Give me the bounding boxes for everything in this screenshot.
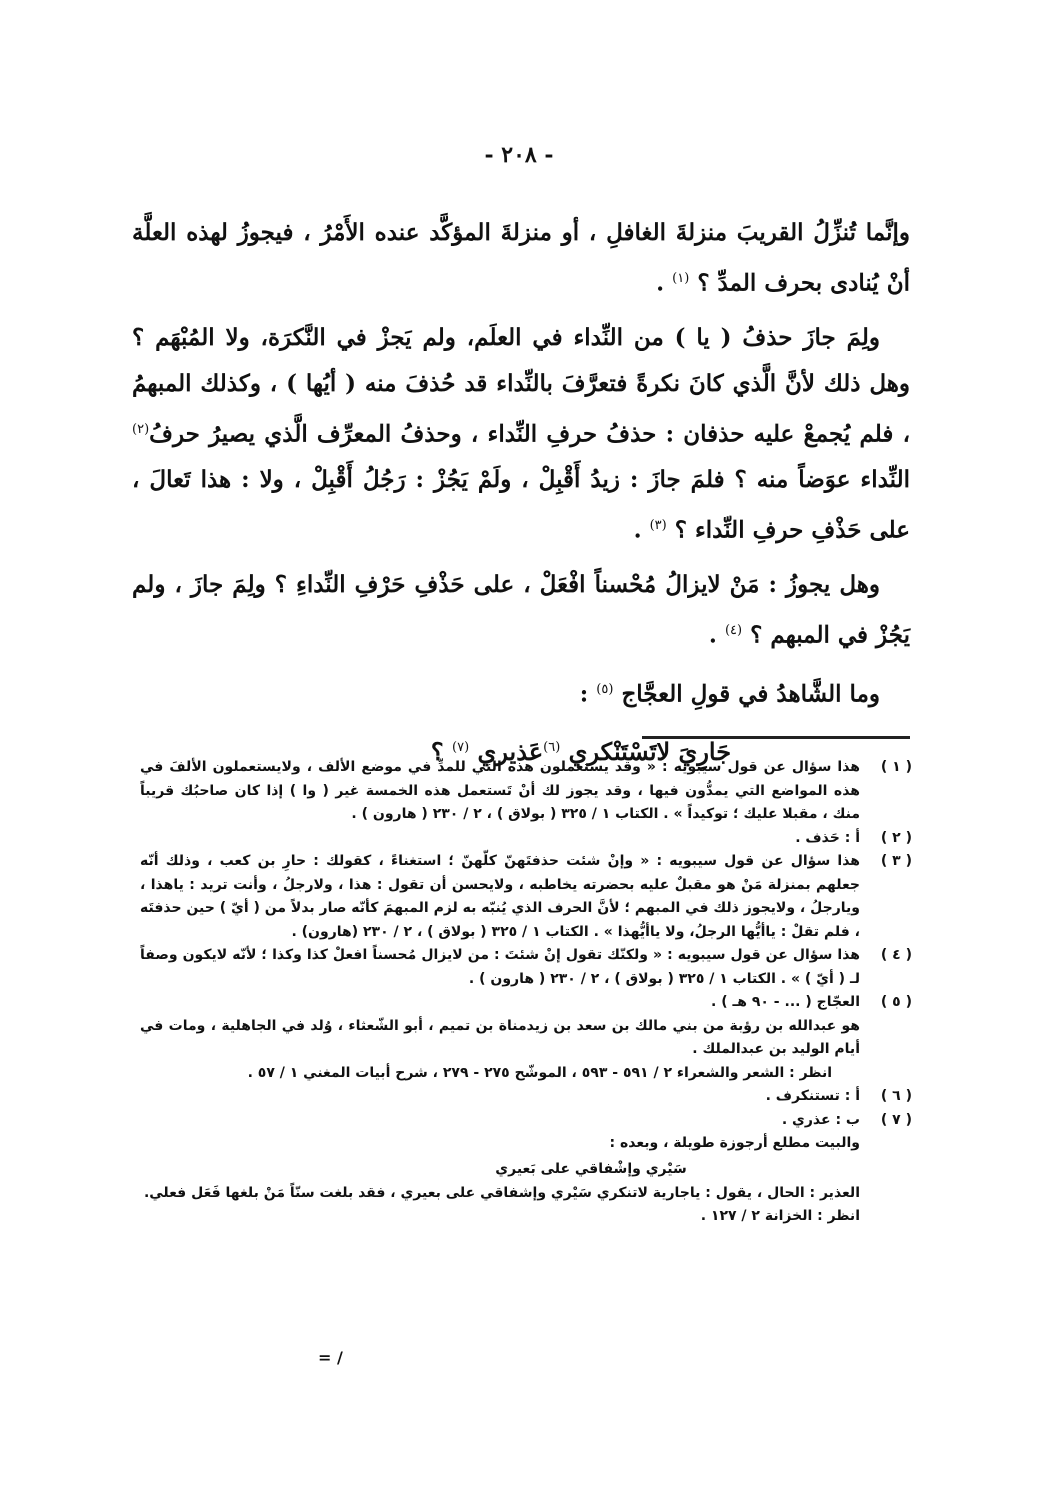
footnote-number: ( ٤ ) <box>880 947 912 963</box>
footnote-ref-4[interactable]: (٤) <box>724 622 743 638</box>
footnote-text: العجّاج ( ... - ٩٠ هـ ) . <box>711 994 860 1010</box>
footnote-text: هذا سؤال عن قول سيبويه : « ولكنّك تقول إنْ شئتَ : من لايزال مُحسناً افعلْ كذا وكذا ؛ لأنّه لايكون وصفاً لـ ( أيّ ) » . الكتاب ١ / ٣٢٥ ( بولاق ) ، ٢ / ٢٣٠ ( هارون ) . <box>140 947 860 987</box>
footnote-text: أ : تستنكرف . <box>765 1088 860 1104</box>
page-number: - ٢٠٨ - <box>484 142 554 168</box>
footnote-number: ( ٧ ) <box>880 1111 912 1128</box>
footnote-7 <box>140 1109 912 1133</box>
verse-part-1: جَارِيَ لاتَسْتَنْكري <box>568 737 732 767</box>
main-text <box>132 210 910 775</box>
paragraph-2 <box>132 315 910 554</box>
paragraph-2-text-cont: النِّداء عوَضاً منه ؟ فلمَ جازَ : زيدُ أَقْبِلْ ، ولَمْ يَجُزْ : رَجُلُ أَقْبِلْ ، ولا : هذا تَعالَ ، على حَذْفِ حرفِ النِّداء ؟ <box>132 466 910 544</box>
paragraph-4-text: وما الشَّاهدُ في قولِ العجَّاج <box>621 680 880 708</box>
paragraph-2-tail: . <box>633 516 642 544</box>
footnote-6 <box>140 1085 912 1109</box>
footnote-number: ( ٣ ) <box>880 853 912 869</box>
footnote-ref-2[interactable]: (٢) <box>132 421 150 437</box>
footnote-2 <box>140 827 912 851</box>
footnote-ref-1[interactable]: (١) <box>672 271 690 286</box>
footnote-5-bio: هو عبدالله بن رؤبة من بني مالك بن سعد بن زيدمناة بن تميم ، أبو الشّعثاء ، وُلد في الجاهلية ، ومات في أيام الوليد بن عبدالملك . <box>140 1017 860 1057</box>
footnote-number: ( ٢ ) <box>880 829 912 846</box>
paragraph-3-text: وهل يجوزُ : مَنْ لايزالُ مُحْسناً افْعَلْ ، على حَذْفِ حَرْفِ النِّداءِ ؟ ولِمَ جازَ ، ولم يَجُزْ في المبهم ؟ <box>132 570 910 649</box>
footnote-7-verse: سَيْري وإشْفاقي على بَعيري <box>495 1160 687 1177</box>
footnote-3 <box>140 850 912 944</box>
footnote-7-intro: والبيت مطلع أرجوزة طويلة ، وبعده : <box>609 1135 860 1151</box>
footnote-4 <box>140 944 912 991</box>
paragraph-1 <box>132 210 910 307</box>
footnote-ref-5[interactable]: (٥) <box>596 681 614 697</box>
footnote-7-explain: العذير : الحال ، يقول : ياجارية لاتنكري سَيْري وإشفاقي على بعيري ، فقد بلغت سنّاً مَنْ بلغها فَعَل فعلي. <box>143 1184 860 1201</box>
footnote-number: ( ٦ ) <box>880 1088 912 1104</box>
paragraph-4-tail: : <box>579 680 589 708</box>
paragraph-1-tail: . <box>656 269 665 297</box>
footnote-number: ( ١ ) <box>880 759 912 775</box>
footnote-7-refs: انظر : الخزانة ٢ / ١٢٧ . <box>700 1208 860 1224</box>
verse-tail: ؟ <box>430 737 444 767</box>
paragraph-3-tail: . <box>708 621 717 649</box>
paragraph-3 <box>132 562 910 659</box>
footnote-text: هذا سؤال عن قول سيبويه : « وإنْ شئت حذفتَهنّ كلّهنّ ؛ استغناءً ، كقولك : حارِ بن كعب ، وذلك أنّه جعلهم بمنزلة مَنْ هو مقبلٌ عليه بحضرته يخاطبه ، ولايحسن أن تقول : هذا ، ولارجلُ ، وأنت تريد : ياهذا ، ويارجلُ ، ولايجوز ذلك في المبهم ؛ لأنَّ الحرف الذي يُنبّه به لزم المبهمَ كأنّه صار بدلاً من ( أيّ ) حين حذفتَه ، فلم تقلْ : ياأيُّها الرجلُ، ولا ياأيُّهذا » . الكتاب ١ / ٣٢٥ ( بولاق ) ، ٢ / ٢٣٠ (هارون) . <box>140 853 860 940</box>
footnote-5 <box>140 991 912 1015</box>
footnote-ref-3[interactable]: (٣) <box>649 518 667 534</box>
footnote-ref-7[interactable]: (٧) <box>452 740 470 756</box>
verse-part-2: عَذيري <box>477 737 544 767</box>
footnotes-section <box>140 756 912 1229</box>
footnote-text: ب : عذري . <box>781 1111 860 1128</box>
footnote-number: ( ٥ ) <box>880 994 912 1010</box>
footnote-text: أ : حَذف . <box>795 829 860 846</box>
paragraph-2-text: ولِمَ جازَ حذفُ ( يا ) من النِّداء في العلَم، ولم يَجزْ في النَّكرَة، ولا المُبْهَم ؟ وهل ذلك لأنَّ الَّذي كانَ نكرةً فتعرَّفَ بالنِّداء قد حُذفَ منه ( أيُها ) ، وكذلك المبهمُ ، فلم يُجمعْ عليه حذفان : حذفُ حرفِ النِّداء ، وحذفُ المعرِّف الَّذي يصيرُ حرفُ <box>132 323 910 448</box>
stray-mark: = / <box>318 1348 343 1367</box>
paragraph-4 <box>132 667 910 718</box>
footnote-1 <box>140 756 912 827</box>
footnote-text: هذا سؤال عن قول سيبويه : « وقد يستعملون هذه التي للمدِّ في موضع الألف ، ولايستعملون الألفَ في هذه المواضع التي يمدُّون فيها ، وقد يجوز لك أنْ تَستعمل هذه الخمسة غير ( وا ) إذا كان صاحبُك قريباً منك ، مقبلا عليك ؛ توكيداً » . الكتاب ١ / ٣٢٥ ( بولاق ) ، ٢ / ٢٣٠ ( هارون ) . <box>140 759 860 822</box>
footnote-divider <box>642 736 910 739</box>
paragraph-1-text: وإنَّما تُنزِّلُ القريبَ منزلةَ الغافلِ ، أو منزلةَ المؤكَّد عنده الأَمْرُ ، فيجوزُ لهذه العلَّة أنْ يُنادى بحرف المدِّ ؟ <box>132 219 910 297</box>
footnote-5-refs: انظر : الشعر والشعراء ٢ / ٥٩١ - ٥٩٣ ، الموشّح ٢٧٥ - ٢٧٩ ، شرح أبيات المغني ١ / ٥٧ . <box>247 1064 832 1081</box>
footnote-ref-6[interactable]: (٦) <box>543 740 561 756</box>
